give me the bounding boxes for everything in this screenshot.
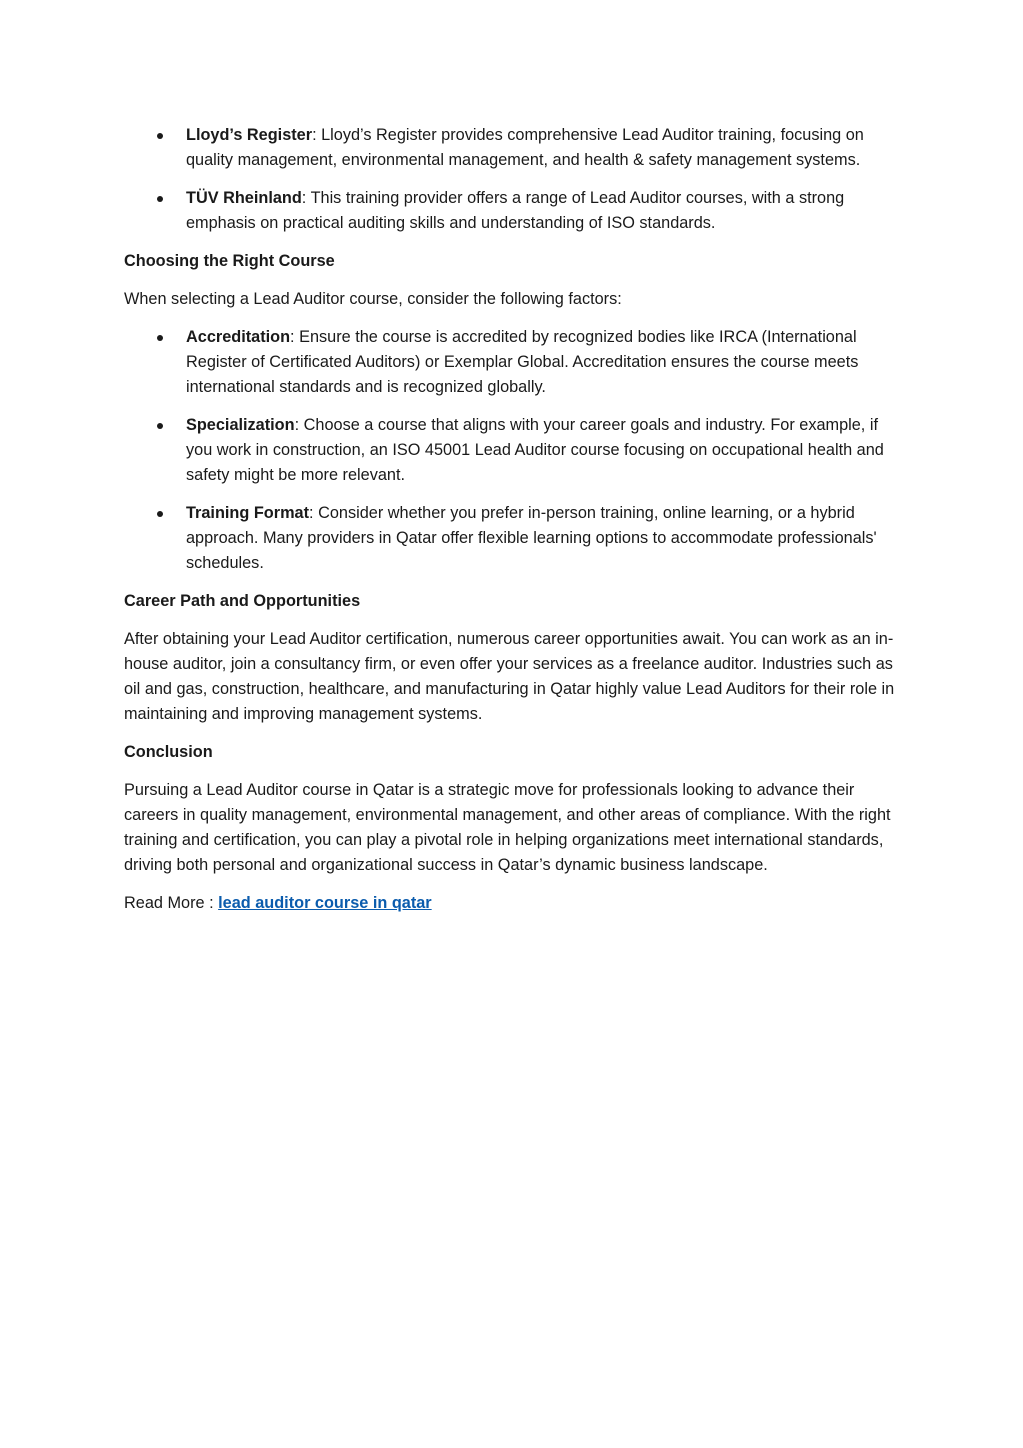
choosing-intro: When selecting a Lead Auditor course, consider the following factors:: [124, 290, 622, 308]
section-heading-career: Career Path and Opportunities: [124, 592, 361, 610]
bullet-icon: [157, 423, 163, 429]
separator: :: [312, 126, 322, 144]
bullet-icon: [157, 196, 163, 202]
provider-name: TÜV Rheinland: [186, 189, 302, 207]
provider-name: Lloyd’s Register: [186, 126, 313, 144]
factor-description: Consider whether you prefer in-person training, online learning, or a hybrid approach. Many providers in Qatar offer flexible learning options to accommodate professionals' schedules.: [186, 504, 877, 572]
factor-list: [124, 325, 904, 576]
section-heading-choosing: Choosing the Right Course: [124, 252, 335, 270]
list-item: [124, 123, 904, 173]
factor-description: Ensure the course is accredited by recognized bodies like IRCA (International Register of Certificated Auditors) or Exemplar Global. Accreditation ensures the course meets international standards and is recognized globally.: [186, 328, 859, 396]
separator: :: [290, 328, 300, 346]
list-item: [124, 413, 904, 488]
provider-description: Lloyd’s Register provides comprehensive Lead Auditor training, focusing on quality management, environmental management, and health & safety management systems.: [186, 126, 864, 169]
career-paragraph: After obtaining your Lead Auditor certification, numerous career opportunities await. You can work as an in-house auditor, join a consultancy firm, or even offer your services as a freelance auditor. Industries such as oil and gas, construction, healthcare, and manufacturing in Qatar highly value Lead Auditors for their role in maintaining and improving management systems.: [124, 630, 895, 723]
factor-name: Training Format: [186, 504, 310, 522]
bullet-icon: [157, 511, 163, 517]
separator: :: [309, 504, 319, 522]
provider-list: [124, 123, 904, 236]
bullet-icon: [157, 133, 163, 139]
bullet-icon: [157, 335, 163, 341]
separator: :: [301, 189, 311, 207]
list-item: [124, 325, 904, 400]
list-item: [124, 501, 904, 576]
read-more-link[interactable]: lead auditor course in qatar: [218, 894, 432, 912]
section-heading-conclusion: Conclusion: [124, 743, 213, 761]
read-more-label: Read More :: [124, 894, 219, 912]
provider-description: This training provider offers a range of Lead Auditor courses, with a strong emphasis on practical auditing skills and understanding of ISO standards.: [186, 189, 845, 232]
factor-name: Specialization: [186, 416, 295, 434]
conclusion-paragraph: Pursuing a Lead Auditor course in Qatar is a strategic move for professionals looking to advance their careers in quality management, environmental management, and other areas of compliance. With the right training and certification, you can play a pivotal role in helping organizations meet international standards, driving both personal and organizational success in Qatar’s dynamic business landscape.: [124, 781, 891, 874]
factor-name: Accreditation: [186, 328, 291, 346]
read-more-line: [124, 891, 904, 916]
separator: :: [294, 416, 304, 434]
factor-description: Choose a course that aligns with your career goals and industry. For example, if you work in construction, an ISO 45001 Lead Auditor course focusing on occupational health and safety might be more relevant.: [186, 416, 884, 484]
list-item: [124, 186, 904, 236]
document-body: [124, 123, 904, 929]
